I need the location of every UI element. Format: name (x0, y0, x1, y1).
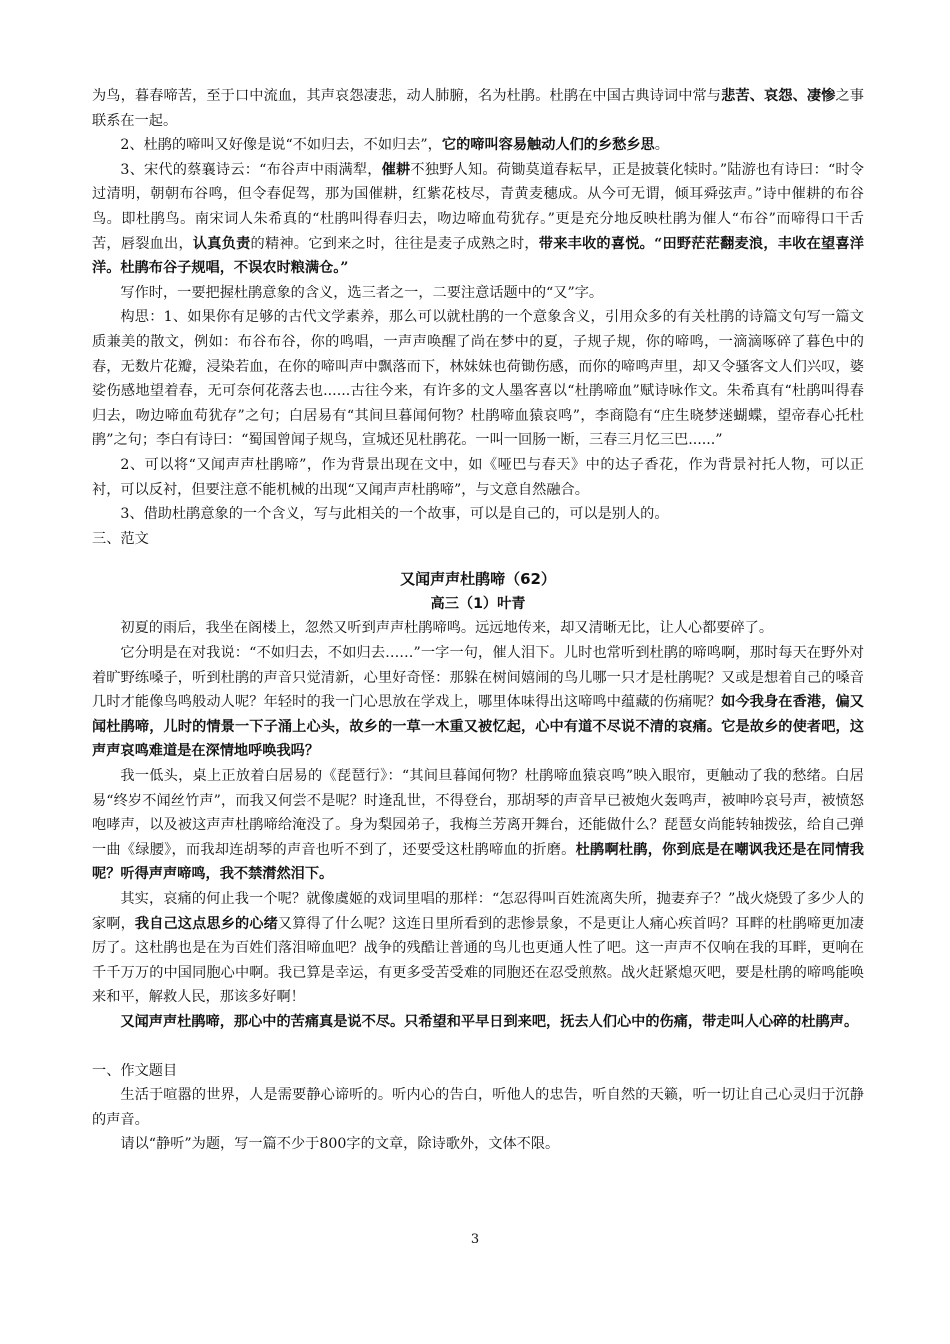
essay-paragraph-3 (92, 764, 864, 887)
text-run: 2、杜鹃的啼叫又好像是说“不如归去，不如归去”， (120, 137, 442, 154)
section-heading: 三、范文 (92, 530, 149, 547)
text-run: 之事联系在一起。 (92, 88, 864, 129)
essay-paragraph-4 (92, 887, 864, 1010)
bold-text-run: 认真负责 (192, 235, 251, 252)
page-number: 3 (470, 1232, 480, 1247)
bold-text-run: 带来丰收的喜悦。“田野茫茫翻麦浪，丰收在望喜洋洋。杜鹃布谷子规唱，不误农时粮满仓。” (92, 235, 864, 277)
intro-paragraph-2 (92, 133, 864, 158)
document-page (92, 84, 864, 1157)
intro-paragraph-3 (92, 158, 864, 281)
bold-text-run: 我自己这点思乡的心绪 (134, 915, 278, 932)
bold-text-run: 如今我身在香港，偏又闻杜鹃啼，儿时的情景一下子涌上心头，故乡的一草一木重又被忆起，心中有道不尽说不清的哀痛。它是故乡的使者吧，这声声哀鸣难道是在深情地呼唤我吗？ (92, 694, 864, 760)
text-run: 又算得了什么呢？这连日里所看到的悲惨景象，不是更让人痛心疾首吗？耳畔的杜鹃啼更加凄厉了。这杜鹃也是在为百姓们落泪啼血吧？战争的残酷让普通的鸟儿也更通人性了吧。这一声声不仅响在我的耳畔，更响在千千万万的中国同胞心中啊。我已算是幸运，有更多受苦受难的同胞还在忍受煎熬。战火赶紧熄灭吧，要是杜鹃的啼鸣能唤来和平，解救人民，那该多好啊！ (92, 915, 864, 1006)
prompt-requirement: 请以“静听”为题，写一篇不少于800字的文章，除诗歌外，文体不限。 (120, 1136, 560, 1153)
essay-paragraph-2 (92, 641, 864, 764)
next-section-heading: 一、作文题目 (92, 1062, 178, 1079)
bold-text-run: 它的啼叫容易触动人们的乡愁乡思 (441, 137, 655, 154)
text-run: 其实，哀痛的何止我一个呢？就像虞姬的戏词里唱的那样：“怎忍得叫百姓流离失所，抛妻弃子？”战火烧毁了多少人的家啊， (92, 891, 864, 932)
bold-text-run: 催耕 (381, 161, 411, 178)
spacer (92, 1035, 864, 1059)
text-run: 3、宋代的蔡襄诗云：“布谷声中雨满犁， (120, 161, 382, 178)
essay-paragraph-1: 初夏的雨后，我坐在阁楼上，忽然又听到声声杜鹃啼鸣。远远地传来，却又清晰无比，让人心都要碎了。 (120, 620, 774, 637)
idea-paragraph-3: 3、借助杜鹃意象的一个含义，写与此相关的一个故事，可以是自己的，可以是别人的。 (120, 506, 669, 523)
essay-title: 又闻声声杜鹃啼（62） (400, 570, 556, 589)
intro-paragraph-1 (92, 84, 864, 133)
text-run: 。 (654, 137, 669, 154)
idea-paragraph-1: 构思：1、如果你有足够的古代文学素养，那么可以就杜鹃的一个意象含义，引用众多的有关杜鹃的诗篇文句写一篇文质兼美的散文，例如：布谷布谷，你的鸣唱，一声声唤醒了尚在梦中的夏，子规子规，你的啼鸣，一滴滴啄碎了暮色中的春，无数片花瓣，浸染若血，在你的啼叫声中飘落而下，林妹妹也荷锄伤感，而你的啼鸣声里，却又令骚客文人们兴叹，婆娑伤感地望着春，无可奈何花落去也......古往今来，有许多的文人墨客喜以“杜鹃啼血”赋诗咏作文。朱希真有“杜鹃叫得春归去，吻边啼血苟犹存”之句；白居易有“其间旦暮闻何物？杜鹃啼血猿哀鸣”，李商隐有“庄生晓梦迷蝴蝶，望帝春心托杜鹃”之句；李白有诗曰：“蜀国曾闻子规鸟，宣城还见杜鹃花。一叫一回肠一断，三春三月忆三巴......” (92, 309, 864, 449)
text-run: 它分明是在对我说：“不如归去，不如归去……”一字一句，催人泪下。儿时也常听到杜鹃的啼鸣啊，那时每天在野外对着旷野练嗓子，听到杜鹃的声音只觉清新，心里好奇怪：那躲在树间嬉闹的鸟儿哪一只才是杜鹃呢？又或是想着自己的嗓音几时才能像鸟鸣般动人呢？年轻时的我一门心思放在学戏上，哪里体味得出这啼鸣中蕴藏的伤痛呢？ (92, 645, 864, 711)
text-run: 不独野人知。荷锄莫道春耘早，正是披蓑化犊时。”陆游也有诗曰：“时令过清明，朝朝布谷鸣，但令春促驾，那为国催耕，红紫花枝尽，青黄麦穗成。从今可无谓，倾耳舜弦声。”诗中催耕的布谷鸟。即杜鹃鸟。南宋词人朱希真的“杜鹃叫得春归去，吻边啼血苟犹存。”更是充分地反映杜鹃为催人“布谷”而啼得口干舌苦，唇裂血出， (92, 161, 864, 252)
text-run: 我一低头，桌上正放着白居易的《琵琶行》：“其间旦暮闻何物？杜鹃啼血猿哀鸣”映入眼帘，更触动了我的愁绪。白居易“终岁不闻丝竹声”，而我又何尝不是呢？时逢乱世，不得登台，那胡琴的声音早已被炮火轰鸣声，被呻吟哀号声，被愤怒咆哮声，以及被这声声杜鹃啼给淹没了。身为梨园弟子，我梅兰芳离开舞台，还能做什么？琵琶女尚能转轴拨弦，给自己弹一曲《绿腰》，而我却连胡琴的声音也听不到了，还要受这杜鹃啼血的折磨。 (92, 768, 864, 858)
prompt-paragraph: 生活于喧嚣的世界，人是需要静心谛听的。听内心的告白，听他人的忠告，听自然的天籁，听一切让自己心灵归于沉静的声音。 (92, 1087, 864, 1128)
bold-text-run: 悲苦、哀怨、凄惨 (721, 88, 836, 104)
essay-conclusion: 又闻声声杜鹃啼，那心中的苦痛真是说不尽。只希望和平早日到来吧，抚去人们心中的伤痛，带走叫人心碎的杜鹃声。 (120, 1013, 859, 1030)
idea-paragraph-2: 2、可以将“又闻声声杜鹃啼”，作为背景出现在文中，如《哑巴与春天》中的达子香花，作为背景衬托人物，可以正衬，可以反衬，但要注意不能机械的出现“又闻声声杜鹃啼”，与文意自然融合。 (92, 456, 864, 498)
text-run: 为鸟，暮春啼苦，至于口中流血，其声哀怨凄悲，动人肺腑，名为杜鹃。杜鹃在中国古典诗词中常与 (92, 88, 722, 104)
bold-text-run: 杜鹃啊杜鹃，你到底是在嘲讽我还是在同情我呢？听得声声啼鸣，我不禁潸然泪下。 (92, 841, 864, 883)
writing-tip: 写作时，一要把握杜鹃意象的含义，选三者之一，二要注意话题中的“又”字。 (120, 284, 604, 301)
essay-author: 高三（1）叶青 (430, 595, 526, 612)
text-run: 的精神。它到来之时，往往是麦子成熟之时， (250, 235, 539, 252)
